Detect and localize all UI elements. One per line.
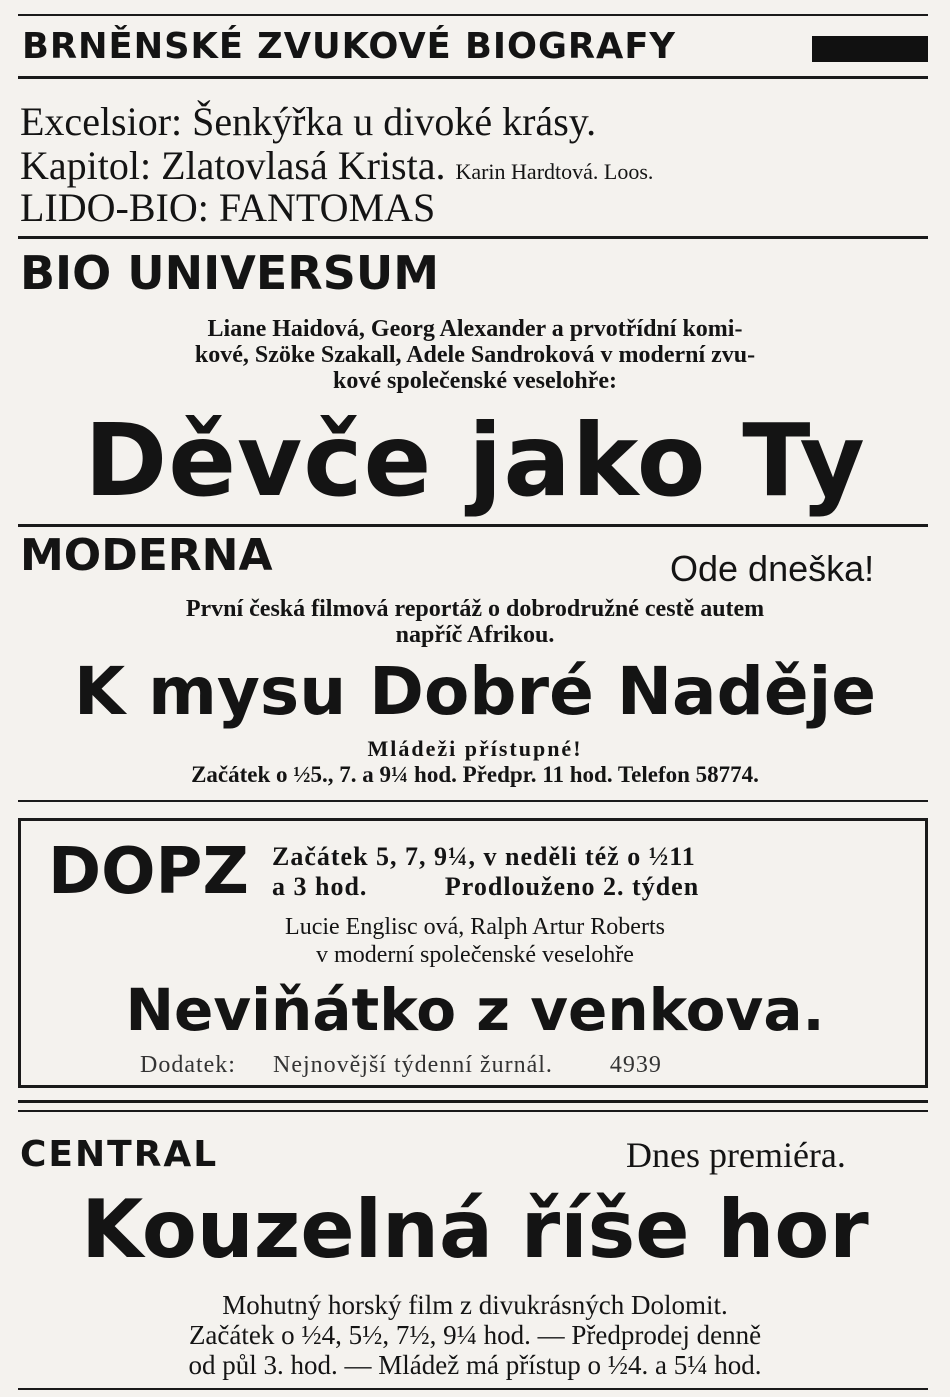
moderna-desc-line1: První česká filmová reportáž o dobrodružné cestě autem <box>185 596 765 622</box>
listing-film: Šenkýřka u divoké krásy. <box>192 99 597 144</box>
dopz-times-line1: Začátek 5, 7, 9¼, v neděli též o ½11 <box>272 842 696 871</box>
listing-film: FANTOMAS <box>218 185 436 230</box>
bio-universum-desc-line1: Liane Haidová, Georg Alexander a prvotřídní komi- <box>207 316 743 342</box>
dopz-times-hours: a 3 hod. <box>272 872 368 901</box>
section-rule <box>18 800 928 802</box>
dopz-name: DOPZ <box>48 835 249 909</box>
listing-cast: Karin Hardtová. Loos. <box>455 159 654 184</box>
dopz-film-title: Neviňátko z venkova. <box>125 976 825 1044</box>
central-note: Dnes premiéra. <box>626 1135 846 1175</box>
top-rule <box>18 14 928 16</box>
bio-universum-desc-line3: kové společenské veselohře: <box>333 368 617 394</box>
moderna-name: MODERNA <box>20 530 273 581</box>
bio-universum-name: BIO UNIVERSUM <box>20 246 439 300</box>
dopz-addendum <box>140 1052 662 1079</box>
listing-excelsior <box>20 100 596 144</box>
listing-film: Zlatovlasá Krista. <box>161 143 446 188</box>
central-film-title: Kouzelná říše hor <box>81 1183 869 1276</box>
moderna-note: Ode dneška! <box>670 548 875 589</box>
dopz-extended: Prodlouženo 2. týden <box>444 872 700 901</box>
listing-cinema: Kapitol: <box>20 143 152 188</box>
section-rule <box>18 524 928 527</box>
moderna-times: Začátek o ½5., 7. a 9¼ hod. Předpr. 11 hod. Telefon 58774. <box>191 762 759 787</box>
header-decorative-bar <box>812 36 928 62</box>
dopz-addendum-text: Nejnovější týdenní žurnál. <box>272 1052 553 1078</box>
section-rule <box>18 236 928 239</box>
central-name: CENTRAL <box>20 1134 219 1175</box>
central-times-line2: od půl 3. hod. — Mládež má přístup o ½4. a 5¼ hod. <box>188 1350 762 1380</box>
bottom-rule <box>18 1388 928 1390</box>
listing-lido-bio <box>20 186 435 230</box>
bio-universum-desc-line2: kové, Szöke Szakall, Adele Sandroková v moderní zvu- <box>194 342 756 368</box>
moderna-film-title: K mysu Dobré Naděje <box>74 653 876 730</box>
listing-cinema: LIDO-BIO: <box>20 185 209 230</box>
bio-universum-film-title: Děvče jako Ty <box>84 402 866 519</box>
header-rule <box>18 76 928 79</box>
moderna-desc-line2: napříč Afrikou. <box>395 622 555 648</box>
dopz-cast-line1: Lucie Englisc ová, Ralph Artur Roberts <box>285 914 665 940</box>
central-desc: Mohutný horský film z divukrásných Dolomit. <box>222 1290 728 1320</box>
central-times-line1: Začátek o ½4, 5½, 7½, 9¼ hod. — Předprodej denně <box>188 1320 762 1350</box>
moderna-youth: Mládeži přístupné! <box>367 736 583 761</box>
header-title: BRNĚNSKÉ ZVUKOVÉ BIOGRAFY <box>22 26 676 67</box>
dopz-times-line2 <box>272 872 699 902</box>
dopz-addendum-label: Dodatek: <box>140 1052 236 1078</box>
section-rule <box>18 1100 928 1103</box>
listing-cinema: Excelsior: <box>20 99 183 144</box>
dopz-code: 4939 <box>609 1052 662 1078</box>
section-rule <box>18 1110 928 1112</box>
dopz-cast-line2: v moderní společenské veselohře <box>316 942 634 968</box>
